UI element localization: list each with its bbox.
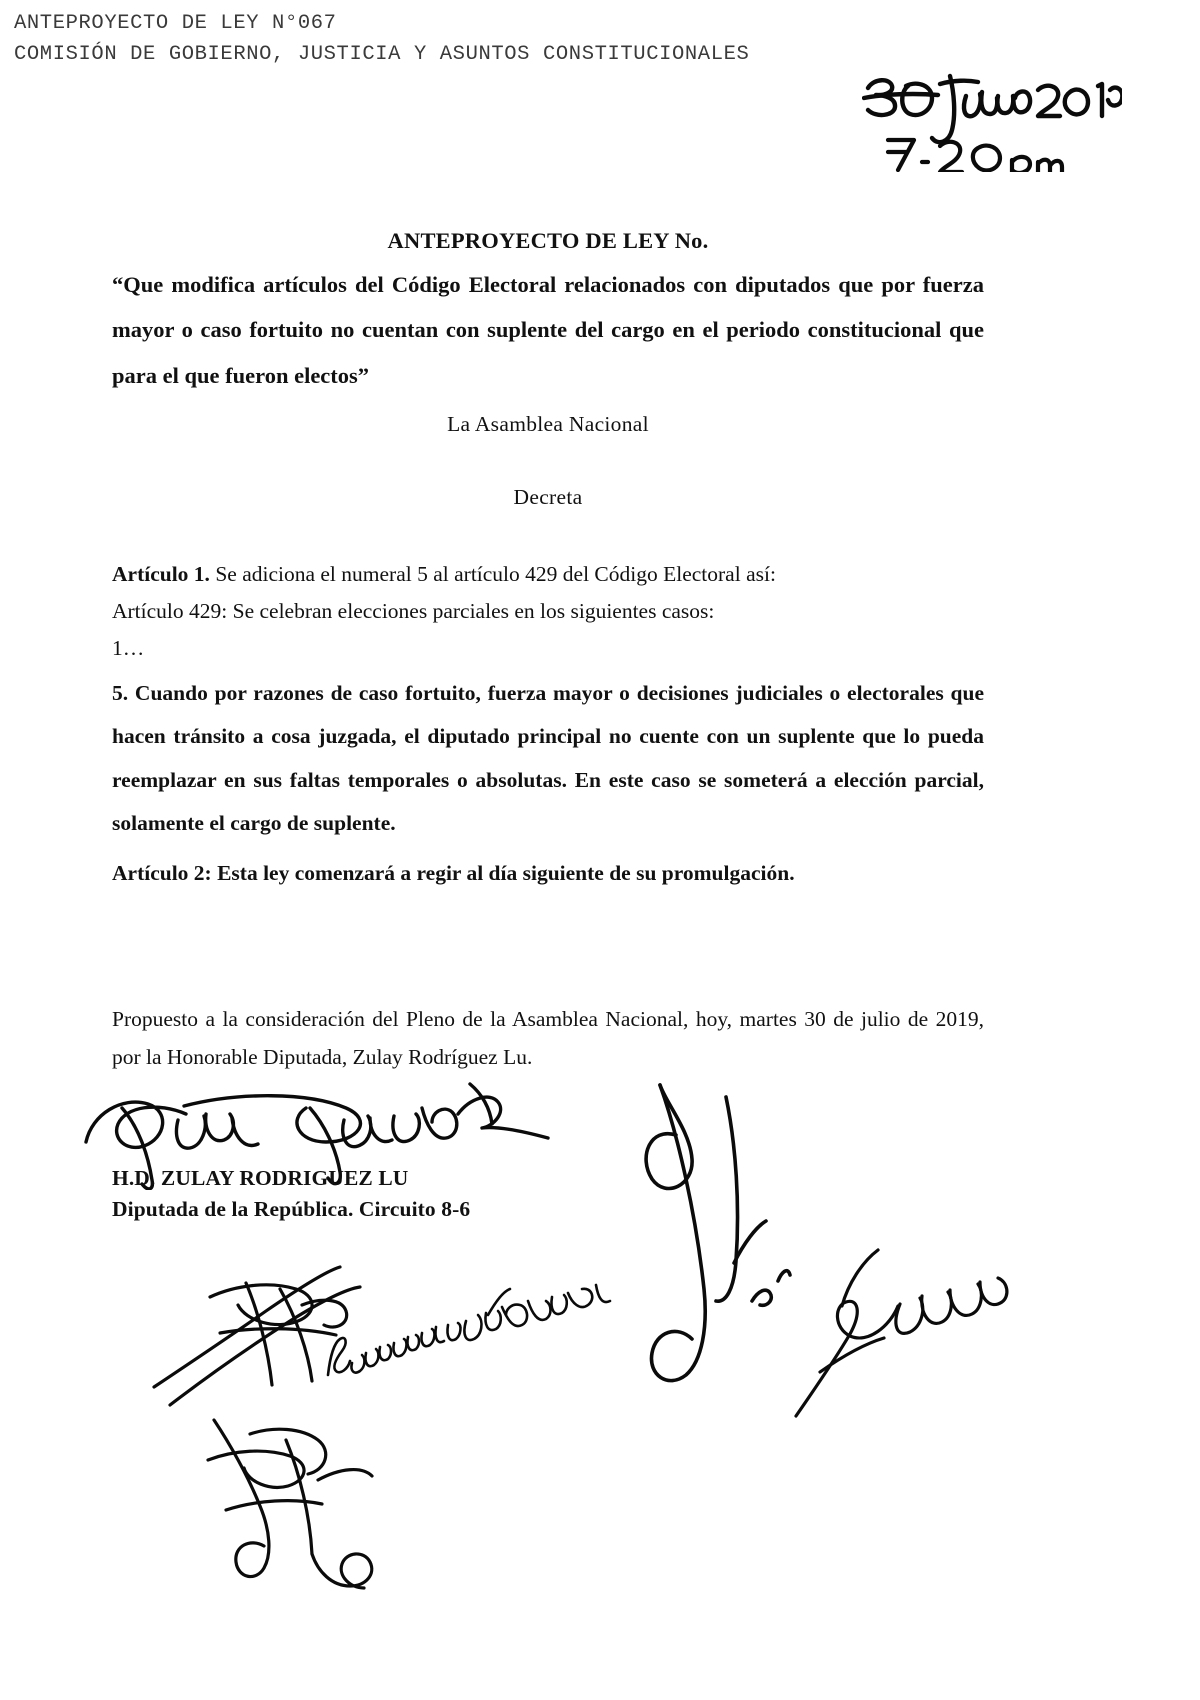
signature-bottom-scrawl	[190, 1400, 470, 1610]
document-header-stamp	[14, 8, 749, 70]
signer-role: Diputada de la República. Circuito 8-6	[112, 1197, 471, 1221]
article-1-line	[112, 556, 984, 593]
article-1-text: Se adiciona el numeral 5 al artículo 429 del Código Electoral así:	[215, 562, 776, 586]
article-1-block	[112, 556, 984, 667]
list-item-ellipsis: 1…	[112, 635, 145, 660]
preamble-decreta: Decreta	[513, 485, 583, 509]
preamble-assembly: La Asamblea Nacional	[447, 412, 649, 436]
article-2-paragraph: Artículo 2: Esta ley comenzará a regir al día siguiente de su promulgación.	[112, 861, 795, 885]
header-line-commission: COMISIÓN DE GOBIERNO, JUSTICIA Y ASUNTOS CONSTITUCIONALES	[14, 43, 750, 67]
page-title: ANTEPROYECTO DE LEY No.	[387, 228, 709, 253]
numeral-5-paragraph: 5. Cuando por razones de caso fortuito, fuerza mayor o decisiones judiciales o electorales que hacen tránsito a cosa juzgada, el diputado principal no cuente con un suplente que lo pueda reemplazar en sus faltas temporales o absolutas. En este caso se someterá a elección parcial, solamente el cargo de suplente.	[112, 681, 984, 836]
article-429-line: Artículo 429: Se celebran elecciones parciales en los siguientes casos:	[112, 598, 715, 623]
header-line-bill-number: ANTEPROYECTO DE LEY N°067	[14, 12, 337, 35]
signature-bernardino-gonzalez	[150, 1245, 620, 1425]
closing-paragraph: Propuesto a la consideración del Pleno de la Asamblea Nacional, hoy, martes 30 de julio de 2019, por la Honorable Diputada, Zulay Rodríguez Lu.	[112, 1007, 984, 1070]
signature-tertiary-right	[780, 1240, 1010, 1430]
signer-name: H.D. ZULAY RODRIGUEZ LU	[112, 1166, 409, 1190]
bill-subject-quoted: “Que modifica artículos del Código Electoral relacionados con diputados que por fuerza mayor o caso fortuito no cuentan con suplente del cargo en el periodo constitucional que para el que fueron electos”	[112, 272, 984, 388]
article-1-label: Artículo 1.	[112, 562, 210, 586]
handwritten-date-annotation	[862, 62, 1122, 172]
